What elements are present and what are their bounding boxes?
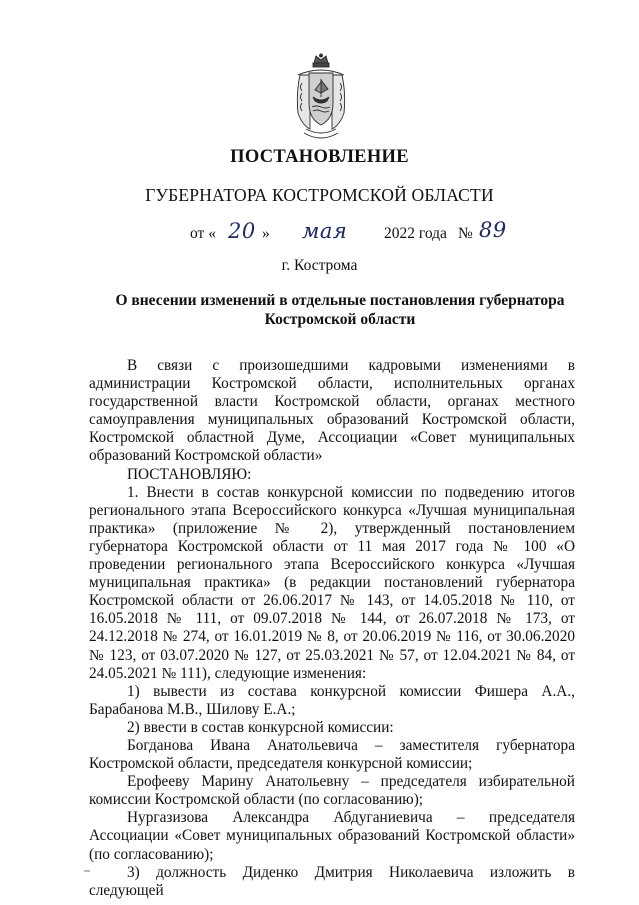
body-paragraph: 1) вывести из состава конкурсной комиссии Фишера А.А., Барабанова М.В., Шилову Е.А.;: [89, 682, 575, 718]
date-prefix: от «: [190, 225, 216, 242]
body-paragraph: ПОСТАНОВЛЯЮ:: [127, 465, 252, 483]
document-body: [89, 357, 575, 900]
body-paragraph: Нургазизова Александра Абдуганиевича – председателя Ассоциации «Совет муниципальных образований Костромской области» (по согласованию);: [89, 809, 575, 863]
body-paragraph: В связи с произошедшими кадровыми изменениями в администрации Костромской области, исполнительных органах государственной власти Костромской области, органах местного самоуправления муниципальных образований Костромской области, Костромской областной Думе, Ассоциации «Совет муниципальных образований Костромской области»: [89, 357, 575, 465]
handwritten-number: 89: [479, 218, 507, 242]
handwritten-day: 20: [228, 219, 256, 243]
heading-line-1: О внесении изменений в отдельные постановления губернатора: [115, 292, 565, 309]
document-heading: [100, 291, 580, 329]
body-paragraph: 2) ввести в состав конкурсной комиссии:: [127, 718, 394, 736]
body-paragraph: Ерофееву Марину Анатольевну – председателя избирательной комиссии Костромской области (по согласованию);: [89, 773, 575, 809]
heading-line-2: Костромской области: [264, 311, 416, 328]
scan-mark: [84, 870, 90, 872]
number-sign: №: [458, 225, 473, 242]
date-year: 2022 года: [384, 225, 447, 242]
date-line: [0, 218, 639, 252]
city-line: г. Кострома: [281, 257, 358, 274]
handwritten-month: мая: [302, 219, 348, 243]
date-mid: »: [262, 225, 270, 242]
body-paragraph: 3) должность Диденко Дмитрия Николаевича изложить в следующей: [89, 863, 575, 899]
body-paragraph: 1. Внести в состав конкурсной комиссии по подведению итогов регионального этапа Всероссийского конкурса «Лучшая муниципальная практика» (приложение № 2), утвержденный постановлением губернатора Костромской области от 11 мая 2017 года № 100 «О проведении регионального этапа Всероссийского конкурса «Лучшая муниципальная практика» (в редакции постановлений губернатора Костромской области от 26.06.2017 № 143, от 14.05.2018 № 110, от 16.05.2018 № 111, от 09.07.2018 № 144, от 26.07.2018 № 173, от 24.12.2018 № 274, от 16.01.2019 № 8, от 20.06.2019 № 116, от 30.06.2020 № 123, от 03.07.2020 № 127, от 25.03.2021 № 57, от 12.04.2021 № 84, от 24.05.2021 № 111), следующие изменения:: [89, 483, 575, 682]
body-paragraph: Богданова Ивана Анатольевича – заместителя губернатора Костромской области, председателя конкурсной комиссии;: [89, 736, 575, 773]
coat-of-arms-icon: [292, 53, 350, 141]
issuer-subtitle: ГУБЕРНАТОРА КОСТРОМСКОЙ ОБЛАСТИ: [145, 185, 494, 205]
document-type-title: ПОСТАНОВЛЕНИЕ: [230, 147, 409, 167]
